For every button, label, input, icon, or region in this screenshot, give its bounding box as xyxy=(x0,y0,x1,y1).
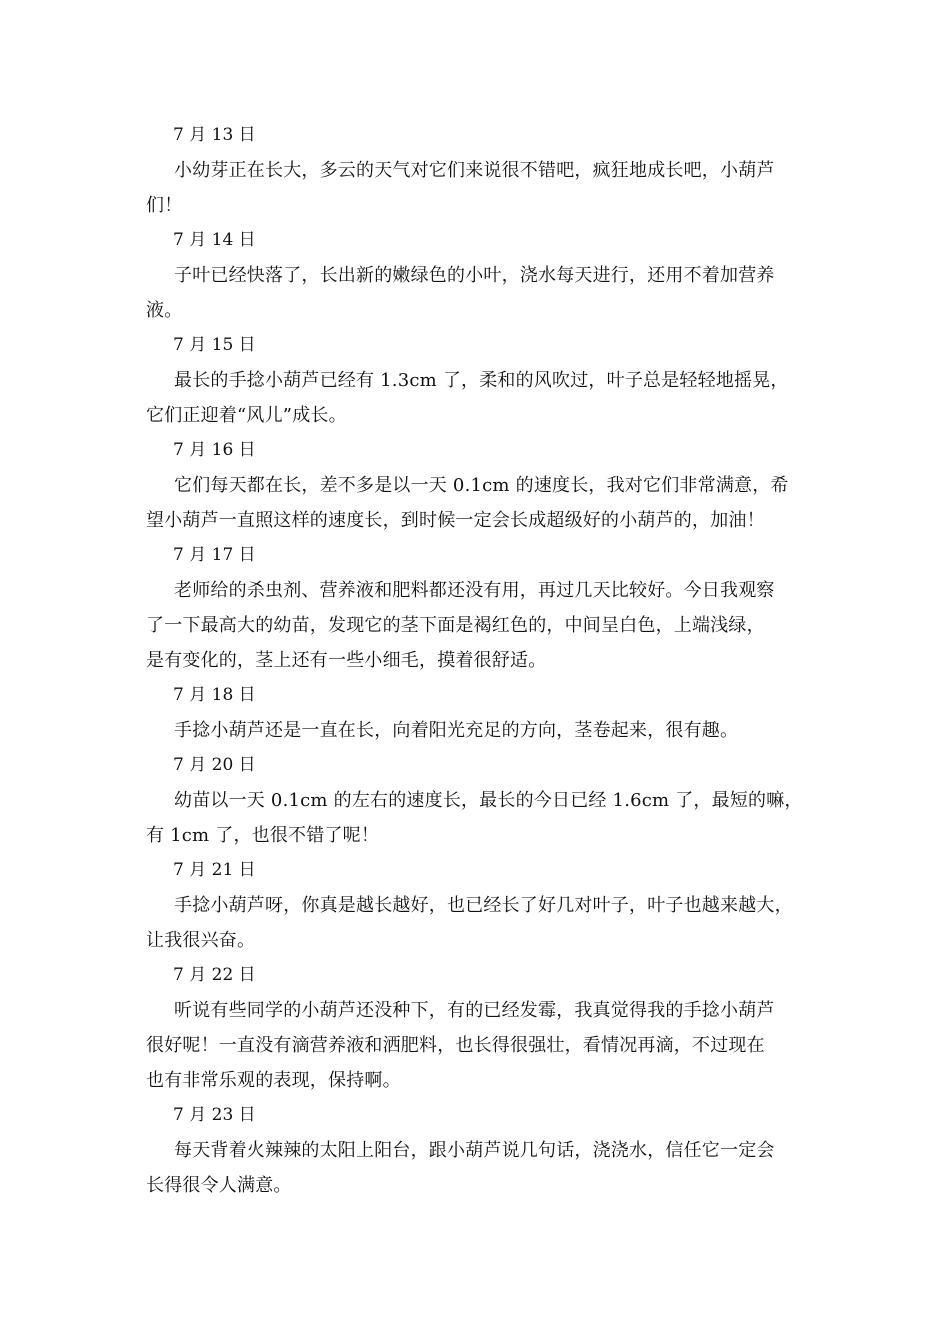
diary-entry-0716 xyxy=(146,433,826,538)
entry-text-line: 小幼芽正在长大，多云的天气对它们来说很不错吧，疯狂地成长吧，小葫芦 xyxy=(174,160,775,181)
diary-entry-0720 xyxy=(146,748,826,853)
entry-text-line: 手捻小葫芦呀，你真是越长越好，也已经长了好几对叶子，叶子也越来越大， xyxy=(174,895,793,916)
entry-date: 7 月 21 日 xyxy=(173,860,256,880)
entry-text-line: 幼苗以一天 0.1cm 的左右的速度长，最长的今日已经 1.6cm 了，最短的嘛， xyxy=(174,790,803,811)
entry-text-line: 液。 xyxy=(146,300,183,321)
entry-text-line: 长得很令人满意。 xyxy=(146,1175,292,1196)
entry-text-line: 也有非常乐观的表现，保持啊。 xyxy=(146,1070,401,1091)
entry-text-line: 它们每天都在长，差不多是以一天 0.1cm 的速度长，我对它们非常满意，希 xyxy=(174,475,789,496)
entry-date: 7 月 17 日 xyxy=(173,545,256,565)
diary-entry-0715 xyxy=(146,328,826,433)
entry-text-line: 望小葫芦一直照这样的速度长，到时候一定会长成超级好的小葫芦的，加油！ xyxy=(146,510,765,531)
entry-text-line: 最长的手捻小葫芦已经有 1.3cm 了，柔和的风吹过，叶子总是轻轻地摇晃， xyxy=(174,370,789,391)
diary-entry-0713 xyxy=(146,118,826,223)
entry-text-line: 每天背着火辣辣的太阳上阳台，跟小葫芦说几句话，浇浇水，信任它一定会 xyxy=(174,1140,775,1161)
diary-entry-0721 xyxy=(146,853,826,958)
entry-text-line: 它们正迎着“风儿”成长。 xyxy=(146,405,347,426)
entry-text-line: 子叶已经快落了，长出新的嫩绿色的小叶，浇水每天进行，还用不着加营养 xyxy=(174,265,775,286)
entry-text-line: 了一下最高大的幼苗，发现它的茎下面是褐红色的，中间呈白色，上端浅绿， xyxy=(146,615,765,636)
entry-date: 7 月 14 日 xyxy=(173,230,256,250)
entry-date: 7 月 13 日 xyxy=(173,125,256,145)
entry-text-line: 让我很兴奋。 xyxy=(146,930,256,951)
entry-text-line: 有 1cm 了，也很不错了呢！ xyxy=(146,825,380,846)
entry-date: 7 月 23 日 xyxy=(173,1105,256,1125)
diary-entry-0722 xyxy=(146,958,826,1098)
document-page xyxy=(146,118,826,1203)
diary-entry-0717 xyxy=(146,538,826,678)
entry-date: 7 月 20 日 xyxy=(173,755,256,775)
diary-entry-0718 xyxy=(146,678,826,748)
entry-date: 7 月 15 日 xyxy=(173,335,256,355)
entry-text-line: 听说有些同学的小葫芦还没种下，有的已经发霉，我真觉得我的手捻小葫芦 xyxy=(174,1000,775,1021)
entry-text-line: 很好呢！一直没有滴营养液和洒肥料，也长得很强壮，看情况再滴，不过现在 xyxy=(146,1035,765,1056)
diary-entry-0723 xyxy=(146,1098,826,1203)
entry-text-line: 老师给的杀虫剂、营养液和肥料都还没有用，再过几天比较好。今日我观察 xyxy=(174,580,775,601)
entry-date: 7 月 22 日 xyxy=(173,965,256,985)
diary-entry-0714 xyxy=(146,223,826,328)
entry-text-line: 们！ xyxy=(146,195,183,216)
entry-text-line: 手捻小葫芦还是一直在长，向着阳光充足的方向，茎卷起来，很有趣。 xyxy=(174,720,739,741)
entry-date: 7 月 16 日 xyxy=(173,440,256,460)
entry-date: 7 月 18 日 xyxy=(173,685,256,705)
entry-text-line: 是有变化的，茎上还有一些小细毛，摸着很舒适。 xyxy=(146,650,547,671)
